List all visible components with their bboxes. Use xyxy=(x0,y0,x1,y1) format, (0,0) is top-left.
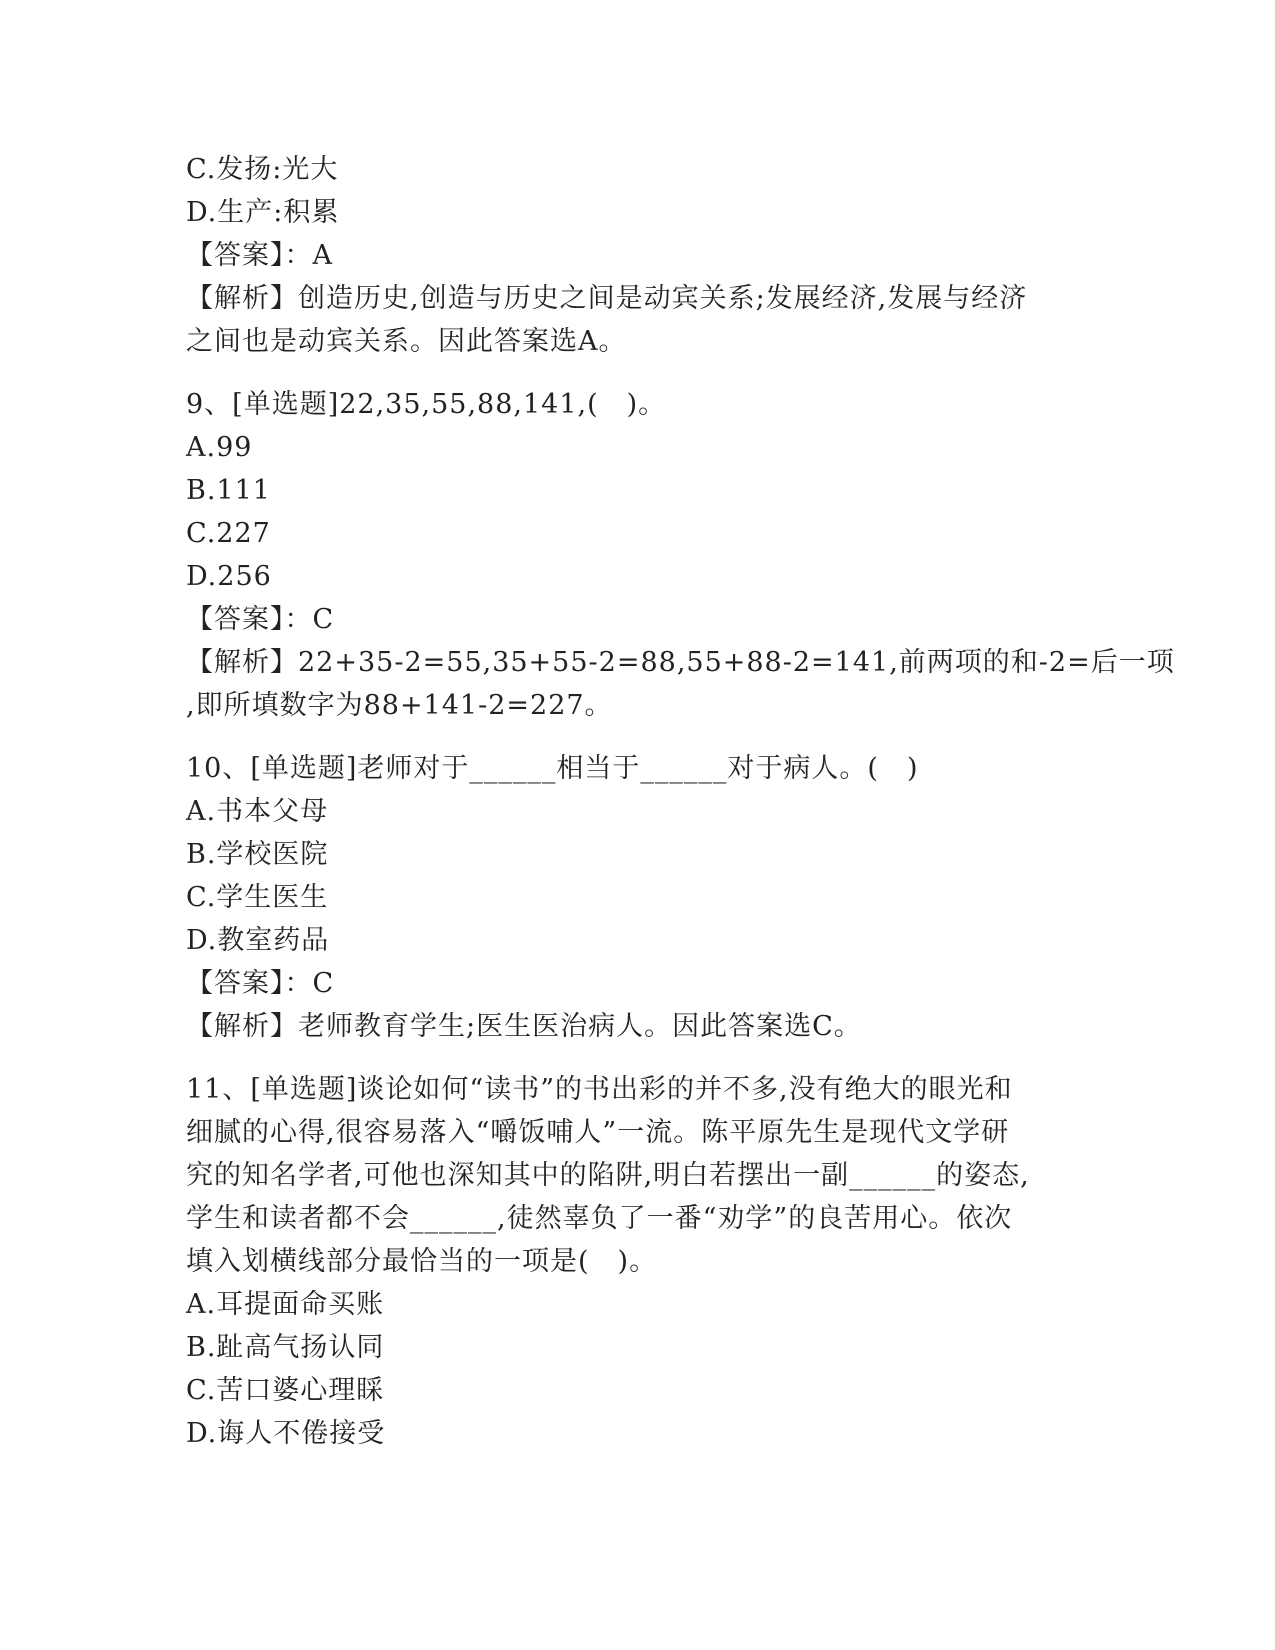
option-b: B.111 xyxy=(186,475,271,506)
question-stem: 学生和读者都不会______,徒然辜负了一番“劝学”的良苦用心。依次 xyxy=(186,1203,1013,1234)
answer-line: 【答案】：C xyxy=(186,604,335,635)
question-10 xyxy=(186,747,1086,1048)
option-c: C.227 xyxy=(186,518,271,549)
analysis-line: 【解析】老师教育学生;医生医治病人。因此答案选C。 xyxy=(186,1011,862,1042)
question-11 xyxy=(186,1068,1086,1455)
question-stem: 10、[单选题]老师对于______相当于______对于病人。( ) xyxy=(186,753,919,784)
answer-line: 【答案】：A xyxy=(186,240,333,271)
question-stem: 细腻的心得,很容易落入“嚼饭哺人”一流。陈平原先生是现代文学研 xyxy=(186,1117,1010,1148)
analysis-line: ,即所填数字为88+141-2=227。 xyxy=(186,690,613,721)
option-d: D.256 xyxy=(186,561,272,592)
prev-question-tail xyxy=(186,148,1086,363)
option-a: A.书本父母 xyxy=(186,796,329,827)
option-b: B.趾高气扬认同 xyxy=(186,1332,385,1363)
analysis-line: 【解析】创造历史,创造与历史之间是动宾关系;发展经济,发展与经济 xyxy=(186,283,1028,314)
option-d: D.教室药品 xyxy=(186,925,330,956)
option-b: B.学校医院 xyxy=(186,839,329,870)
question-stem: 9、[单选题]22,35,55,88,141,( )。 xyxy=(186,389,667,420)
question-stem: 究的知名学者,可他也深知其中的陷阱,明白若摆出一副______的姿态, xyxy=(186,1160,1030,1191)
document-page xyxy=(186,148,1175,1455)
question-stem: 填入划横线部分最恰当的一项是( )。 xyxy=(186,1246,658,1277)
analysis-line: 之间也是动宾关系。因此答案选A。 xyxy=(186,326,627,357)
option-c: C.发扬:光大 xyxy=(186,154,339,185)
option-c: C.苦口婆心理睬 xyxy=(186,1375,385,1406)
answer-line: 【答案】：C xyxy=(186,968,335,999)
option-d: D.诲人不倦接受 xyxy=(186,1418,386,1449)
analysis-line: 【解析】22+35-2=55,35+55-2=88,55+88-2=141,前两项的和-2=后一项 xyxy=(186,647,1175,678)
option-a: A.99 xyxy=(186,432,253,463)
option-d: D.生产:积累 xyxy=(186,197,340,228)
question-stem: 11、[单选题]谈论如何“读书”的书出彩的并不多,没有绝大的眼光和 xyxy=(186,1074,1013,1105)
question-9 xyxy=(186,383,1175,727)
option-c: C.学生医生 xyxy=(186,882,329,913)
option-a: A.耳提面命买账 xyxy=(186,1289,385,1320)
